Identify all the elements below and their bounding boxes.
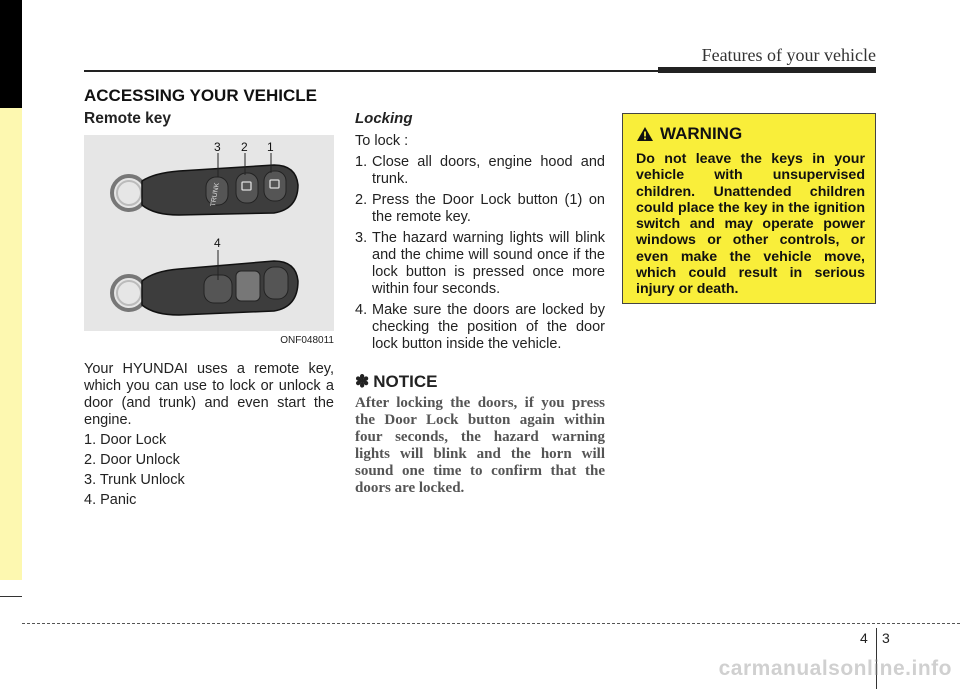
callout-2: 2 [241, 140, 248, 154]
locking-column [355, 110, 605, 497]
locking-steps [355, 154, 605, 353]
step-text: Close all doors, engine hood and trunk. [372, 154, 605, 187]
footer-rule [22, 623, 960, 624]
locking-heading: Locking [355, 110, 413, 127]
step-text: The hazard warning lights will blink and the chime will sound once if the lock button is pressed once more within four seconds. [372, 230, 605, 297]
chapter-tab [0, 0, 22, 108]
list-item: 2. Door Unlock [84, 452, 180, 468]
step-number: 3. [355, 230, 368, 246]
list-item: 4. Panic [84, 492, 137, 508]
notice-icon: ✽ [355, 372, 370, 391]
list-item [355, 192, 605, 226]
svg-text:TRUNK: TRUNK [209, 182, 222, 208]
watermark: carmanualsonline.info [718, 657, 952, 680]
page-number: 3 [882, 630, 890, 646]
notice-text: After locking the doors, if you press the Door Lock button again within four seconds, the hazard warning lights will blink and the horn will sound one time to confirm that the doors are locked. [355, 395, 605, 496]
warning-text: Do not leave the keys in your vehicle with unsupervised children. Unattended children could place the key in the ignition switch and may operate power windows or other controls, or even make the vehicle move, which could result in serious injury or death. [636, 151, 865, 298]
figure-code: ONF048011 [280, 335, 334, 346]
callout-1: 1 [267, 140, 274, 154]
callout-3: 3 [214, 140, 221, 154]
step-number: 1. [355, 154, 368, 170]
section-title: ACCESSING YOUR VEHICLE [84, 86, 318, 105]
step-text: Press the Door Lock button (1) on the remote key. [372, 192, 605, 225]
step-number: 2. [355, 192, 368, 208]
remote-key-column [84, 110, 334, 509]
step-text: Make sure the doors are locked by checking the position of the door lock button inside the vehicle. [372, 302, 605, 352]
remote-key-description: Your HYUNDAI uses a remote key, which you can use to lock or unlock a door (and trunk) and even start the engine. [84, 361, 334, 428]
list-item [355, 154, 605, 188]
side-rule [0, 596, 22, 597]
list-item: 1. Door Lock [84, 432, 167, 448]
step-number: 4. [355, 302, 368, 318]
remote-key-figure [84, 135, 334, 331]
key-fob-bottom [112, 261, 298, 315]
warning-triangle-icon [636, 126, 654, 142]
remote-key-button-list [84, 432, 334, 509]
list-item [355, 302, 605, 353]
notice-title: NOTICE [373, 372, 438, 391]
key-fob-top [112, 165, 298, 215]
warning-heading [636, 124, 865, 144]
warning-box [622, 113, 876, 304]
callout-4: 4 [214, 236, 221, 250]
header-rule [84, 70, 658, 72]
notice-heading [355, 373, 605, 390]
list-item: 3. Trunk Unlock [84, 472, 185, 488]
header-rule-thick [658, 67, 876, 73]
remote-key-heading: Remote key [84, 110, 172, 127]
remote-key-illustration [84, 135, 334, 331]
warning-title: WARNING [660, 124, 743, 143]
header-title: Features of your vehicle [701, 45, 876, 65]
locking-intro: To lock : [355, 133, 409, 149]
chapter-number: 4 [860, 630, 868, 646]
list-item [355, 230, 605, 298]
